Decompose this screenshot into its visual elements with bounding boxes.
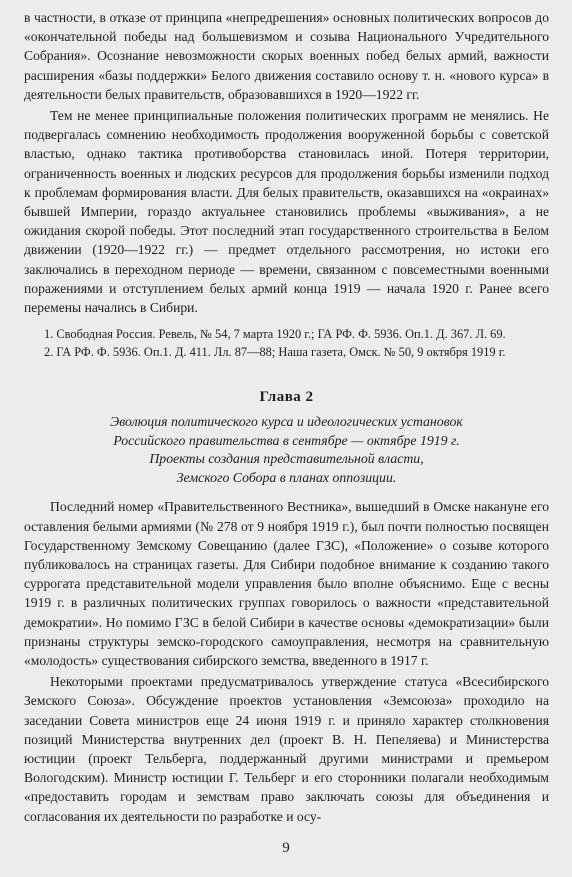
paragraph-zemsky-union: Некоторыми проектами предусматривалось утверждение статуса «Всесибирского Земского Союза». Обсуждение проектов установления «Земсоюза» проходило на заседании Совета министров еще 24 июня 1919 г. и приняло характер столкновения позиций Министерства внутренних дел (проект В. Н. Пепеляева) и Министерства юстиции (проект Тельберга, поддержанный другими министрами и премьером Вологодским). Министр юстиции Г. Тельберг и его сторонники полагали необходимым «предоставить городам и земствам право заключать союзы для объединения и согласования их деятельности по разработке и осу-	[24, 674, 549, 824]
chapter-subtitle-line: Проекты создания представительной власти,	[149, 451, 424, 467]
chapter-subtitle	[24, 413, 549, 487]
chapter-title: Глава 2	[259, 389, 314, 406]
paragraph-new-course: Тем не менее принципиальные положения политических программ не менялись. Не подвергалась сомнению необходимость продолжения вооруженной борьбы с советской властью, однако тактика противоборства становилась иной. Потеря территории, ограниченность военных и людских ресурсов для продолжения борьбы изменили подход к проблемам формирования власти. Для белых правительств, оказавшихся на «окраинах» бывшей Империи, гораздо актуальнее становились проблемы «выживания», а не ожидания скорой победы. Этот последний этап государственного строительства в Белом движении (1920—1922 гг.) — предмет отдельного рассмотрения, но истоки его заключались в переходном периоде — времени, связанном с повсеместными военными поражениями и отступлением белых армий конца 1919 — начала 1920 г. Ранее всего перемены начались в Сибири.	[24, 108, 549, 316]
footnote-2: 2. ГА РФ. Ф. 5936. Оп.1. Д. 411. Лл. 87—88; Наша газета, Омск. № 50, 9 октября 1919 г.	[44, 344, 506, 359]
footnote-1: 1. Свободная Россия. Ревель, № 54, 7 марта 1920 г.; ГА РФ. Ф. 5936. Оп.1. Д. 367. Л. 69.	[44, 327, 506, 342]
chapter-subtitle-line: Земского Собора в планах оппозиции.	[176, 469, 397, 485]
paragraph-government-herald: Последний номер «Правительственного Вестника», вышедший в Омске накануне его оставления белыми армиями (№ 278 от 9 ноября 1919 г.), был почти полностью посвящен Государственному Земскому Совещанию (далее ГЗС), «Положение» о созыве которого публиковалось на страницах газеты. Для Сибири подобное внимание к созданию такого суррогата представительной модели управления было вполне объяснимо. Еще с весны 1919 г. в различных политических группах говорилось о важности «представительной демократии». Но помимо ГЗС в белой Сибири в качестве основы «демократизации» были признаны структуры земско-городского самоуправления, несмотря на сравнительную «молодость» существования сибирского земства, введенного в 1917 г.	[24, 499, 549, 669]
chapter-subtitle-line: Эволюция политического курса и идеологических установок	[110, 414, 463, 430]
footnotes	[24, 326, 549, 361]
paragraph-continuation: в частности, в отказе от принципа «непредрешения» основных политических вопросов до «окончательной победы над большевизмом и созыва Национального Учредительного Собрания». Осознание невозможности скорых военных побед белых армий, важности расширения «базы поддержки» Белого движения составило основу т. н. «нового курса» в деятельности белых правительств, образовавшихся в 1920—1922 гг.	[24, 10, 549, 102]
page-number: 9	[282, 840, 290, 856]
chapter-subtitle-line: Российского правительства в сентябре — октябре 1919 г.	[113, 432, 460, 448]
